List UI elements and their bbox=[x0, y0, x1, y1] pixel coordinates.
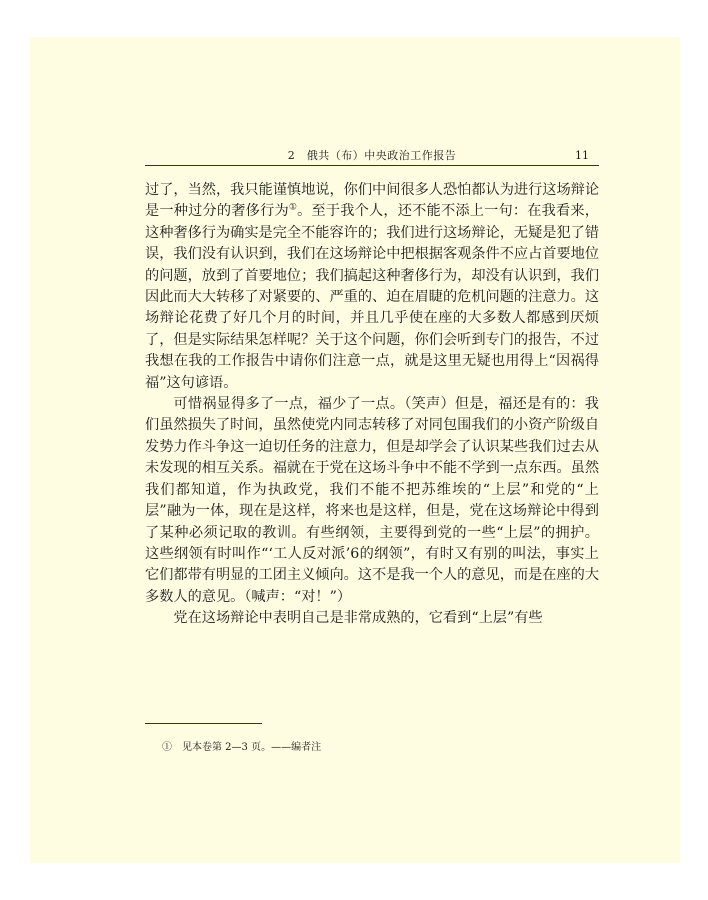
footnote-rule bbox=[145, 723, 262, 724]
header-rule bbox=[145, 165, 599, 166]
paragraph-3: 党在这场辩论中表明自己是非常成熟的，它看到“上层”有些 bbox=[173, 610, 543, 627]
paragraph-1 bbox=[145, 180, 599, 394]
page-number: 11 bbox=[575, 149, 589, 162]
paragraph-2: 可惜祸显得多了一点，福少了一点。（笑声）但是，福还是有的：我们虽然损失了时间，虽然使党内同志转移了对同包围我们的小资产阶级自发势力作斗争这一迫切任务的注意力，但是却学会了认识某些我们过去从未发现的相互关系。福就在于党在这场斗争中不能不学到一点东西。虽然我们都知道，作为执政党，我们不能不把苏维埃的“上层”和党的“上层”融为一体，现在是这样，将来也是这样，但是，党在这场辩论中得到了某种必须记取的教训。有些纲领，主要得到党的一些“上层”的拥护。这些纲领有时叫作“‘工人反对派’6的纲领”，有时又有别的叫法，事实上它们都带有明显的工团主义倾向。这不是我一个人的意见，而是在座的大多数人的意见。（喊声：“对！”） bbox=[145, 396, 600, 605]
footnote: ① 见本卷第 2—3 页。——编者注 bbox=[162, 742, 322, 753]
footnote-reference: ① bbox=[288, 202, 298, 213]
header-title: 2 俄共（布）中央政治工作报告 bbox=[287, 149, 457, 162]
paragraph-1-part-b: 。至于我个人，还不能不添上一句：在我看来，这种奢侈行为确实是完全不能容许的；我们进行这场辩论，无疑是犯了错误，我们没有认识到，我们在这场辩论中把根据客观条件不应占首要地位的问题，放到了首要地位；我们搞起这种奢侈行为，却没有认识到，我们因此而大大转移了对紧要的、严重的、迫在眉睫的危机问题的注意力。这场辩论花费了好几个月的时间，并且几乎使在座的大多数人都感到厌烦了，但是实际结果怎样呢？关于这个问题，你们会听到专门的报告，不过我想在我的工作报告中请你们注意一点，就是这里无疑也用得上“因祸得福”这句谚语。 bbox=[145, 203, 600, 391]
running-header bbox=[145, 147, 599, 165]
book-page bbox=[30, 37, 680, 863]
paragraph-1-part-a: 过了，当然，我只能谨慎地说，你们中间很多人恐怕都认为进行这场辩论是一种过分的奢侈行为 bbox=[145, 182, 600, 220]
body-text bbox=[145, 180, 599, 630]
